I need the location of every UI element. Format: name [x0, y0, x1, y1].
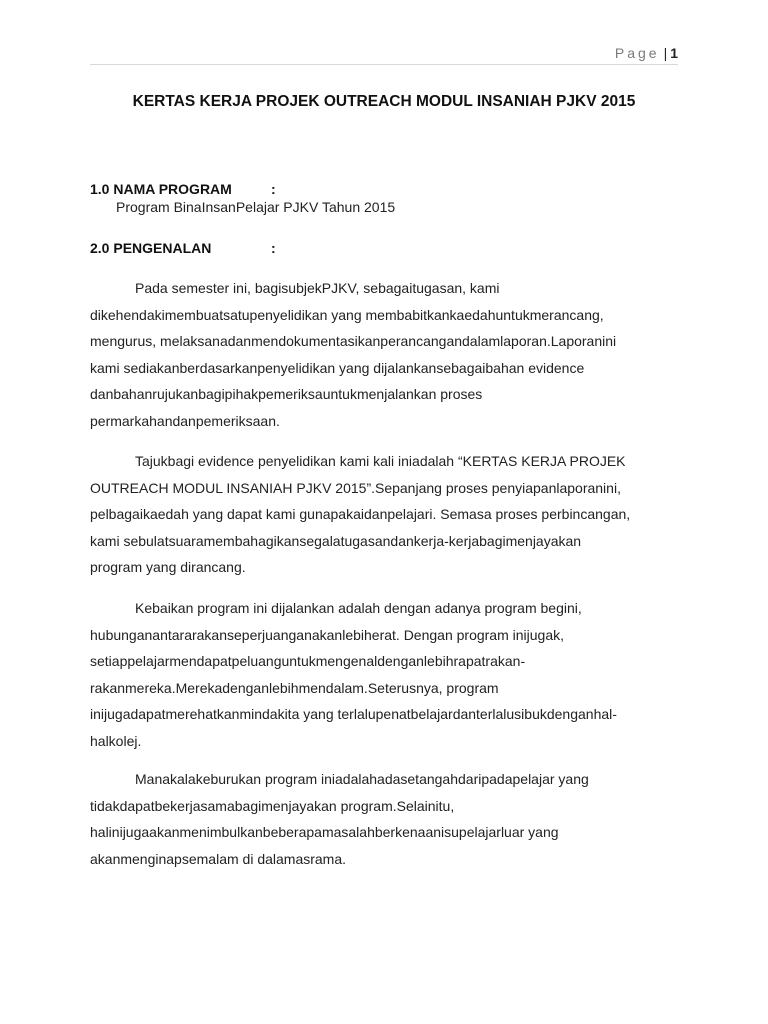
page-number: 1 [670, 45, 678, 61]
paragraph-line: hubunganantararakanseperjuanganakanlebiherat. Dengan program inijugak, [90, 626, 565, 643]
paragraph-line: Tajukbagi evidence penyelidikan kami kali iniadalah “KERTAS KERJA PROJEK [135, 453, 626, 469]
paragraph-line: program yang dirancang. [90, 559, 246, 576]
paragraph-line: halkolej. [90, 732, 142, 749]
paragraph-line: danbahanrujukanbagipihakpemeriksauntukmenjalankan proses [90, 386, 483, 403]
section-heading-colon: : [271, 240, 276, 256]
page-word: Page [614, 45, 660, 61]
program-name-value: Program BinaInsanPelajar PJKV Tahun 2015 [116, 199, 396, 215]
section-heading-text: 2.0 PENGENALAN [90, 240, 212, 256]
paragraph-line: permarkahandanpemeriksaan. [90, 412, 280, 429]
paragraph-line: rakanmereka.Merekadenganlebihmendalam.Seterusnya, program [90, 679, 499, 696]
section-heading-nama-program [90, 181, 276, 197]
document-title: KERTAS KERJA PROJEK OUTREACH MODUL INSANIAH PJKV 2015 [132, 93, 636, 110]
paragraph-line: setiappelajarmendapatpeluanguntukmengenaldenganlebihrapatrakan- [90, 653, 526, 670]
paragraph-line: dikehendakimembuatsatupenyelidikan yang membabitkankaedahuntukmerancang, [90, 306, 604, 323]
page-separator: | [663, 45, 668, 61]
paragraph-line: Kebaikan program ini dijalankan adalah dengan adanya program begini, [135, 600, 582, 616]
section-heading-text: 1.0 NAMA PROGRAM [90, 181, 232, 197]
paragraph-keburukan [90, 766, 680, 872]
paragraph-line: OUTREACH MODUL INSANIAH PJKV 2015”.Sepanjang proses penyiapanlaporanini, [90, 479, 621, 496]
paragraph-line: pelbagaikaedah yang dapat kami gunapakaidanpelajari. Semasa proses perbincangan, [90, 506, 631, 523]
paragraph-line: akanmenginapsemalam di dalamasrama. [90, 850, 347, 867]
paragraph-line: tidakdapatbekerjasamabagimenjayakan program.Selainitu, [90, 797, 455, 814]
paragraph-line: kami sediakanberdasarkanpenyelidikan yang dijalankansebagaibahan evidence [90, 359, 585, 376]
header-divider [90, 64, 678, 65]
paragraph-line: inijugadapatmerehatkanmindakita yang terlalupenatbelajardanterlalusibukdenganhal- [90, 706, 617, 723]
paragraph-title-evidence [90, 448, 680, 581]
paragraph-intro [90, 275, 680, 435]
paragraph-line: Pada semester ini, bagisubjekPJKV, sebagaitugasan, kami [135, 280, 500, 296]
paragraph-line: mengurus, melaksanadanmendokumentasikanperancangandalamlaporan.Laporanini [90, 333, 617, 350]
section-heading-pengenalan [90, 240, 276, 256]
paragraph-kebaikan [90, 595, 680, 755]
paragraph-line: Manakalakeburukan program iniadalahadasetangahdaripadapelajar yang [135, 771, 589, 787]
paragraph-line: halinijugaakanmenimbulkanbeberapamasalahberkenaanisupelajarluar yang [90, 824, 559, 841]
section-heading-colon: : [271, 181, 276, 197]
paragraph-line: kami sebulatsuaramembahagikansegalatugasandankerja-kerjabagimenjayakan [90, 532, 582, 549]
page-number-header [615, 45, 678, 61]
